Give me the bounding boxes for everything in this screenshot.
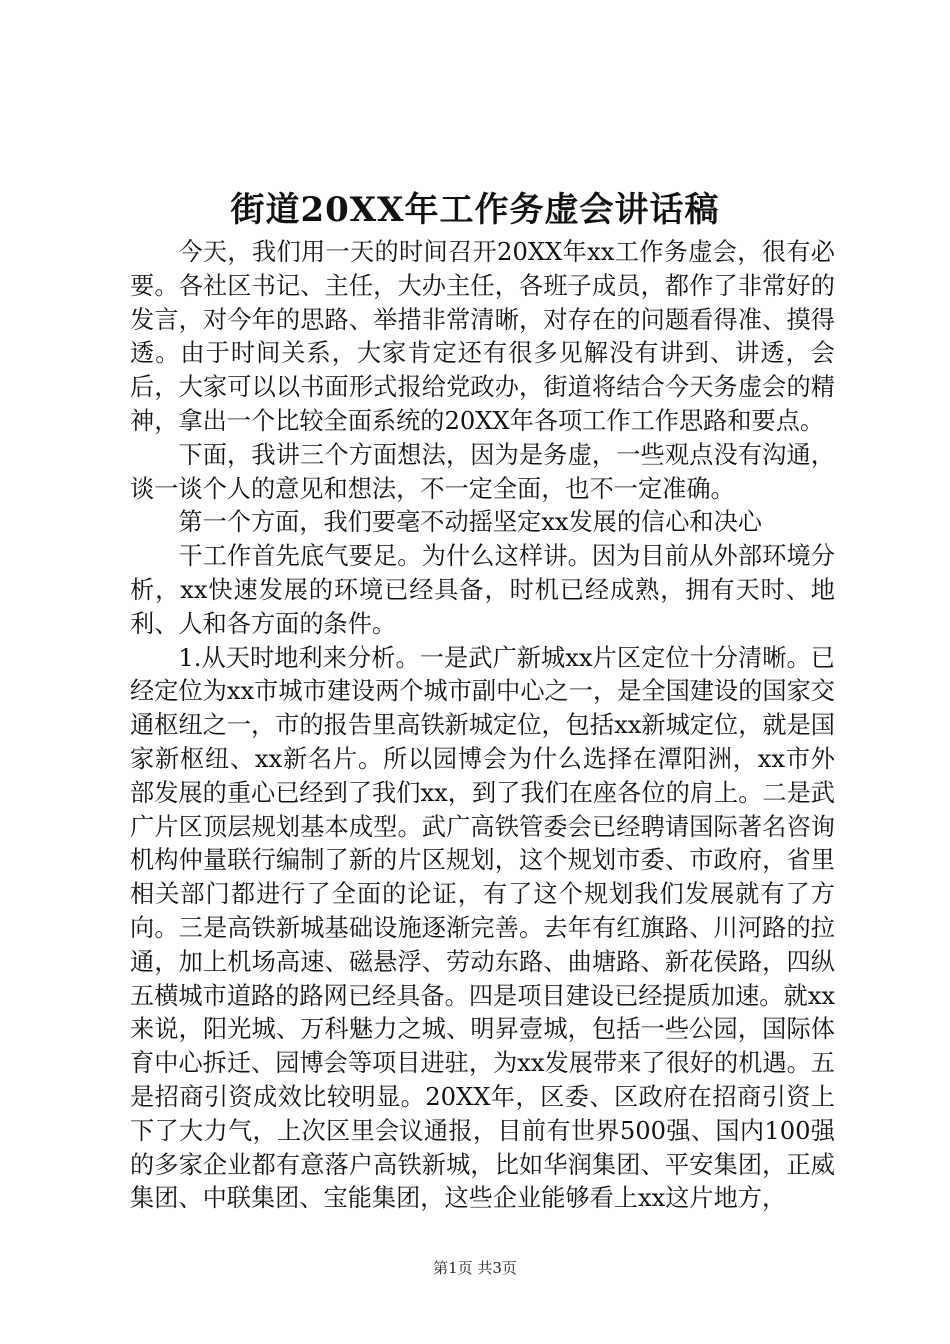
paragraph-opening: 今天，我们用一天的时间召开20XX年xx工作务虚会，很有必要。各社区书记、主任，大办主任，各班子成员，都作了非常好的发言，对今年的思路、举措非常清晰，对存在的问题看得准、摸得透。由于时间关系，大家肯定还有很多见解没有讲到、讲透，会后，大家可以以书面形式报给党政办，街道将结合今天务虚会的精神，拿出一个比较全面系统的20XX年各项工作工作思路和要点。 [130, 238, 835, 435]
paragraph-timing-analysis: 1.从天时地利来分析。一是武广新城xx片区定位十分清晰。已经定位为xx市城市建设两个城市副中心之一，是全国建设的国家交通枢纽之一，市的报告里高铁新城定位，包括xx新城定位，就是国家新枢纽、xx新名片。所以园博会为什么选择在潭阳洲，xx市外部发展的重心已经到了我们xx，到了我们在座各位的肩上。二是武广片区顶层规划基本成型。武广高铁管委会已经聘请国际著名咨询机构仲量联行编制了新的片区规划，这个规划市委、市政府，省里相关部门都进行了全面的论证，有了这个规划我们发展就有了方向。三是高铁新城基础设施逐渐完善。去年有红旗路、川河路的拉通，加上机场高速、磁悬浮、劳动东路、曲塘路、新花侯路，四纵五横城市道路的路网已经具备。四是项目建设已经提质加速。就xx来说，阳光城、万科魅力之城、明昇壹城，包括一些公园，国际体育中心拆迁、园博会等项目进驻，为xx发展带来了很好的机遇。五是招商引资成效比较明显。20XX年，区委、区政府在招商引资上下了大力气，上次区里会议通报，目前有世界500强、国内100强的多家企业都有意落户高铁新城，比如华润集团、平安集团，正威集团、中联集团、宝能集团，这些企业能够看上xx这片地方， [130, 643, 835, 1213]
document-title: 街道20XX年工作务虚会讲话稿 [230, 190, 720, 230]
page-number-footer: 第1页 共3页 [433, 1259, 517, 1277]
paragraph-three-aspects: 下面，我讲三个方面想法，因为是务虚，一些观点没有沟通，谈一谈个人的意见和想法，不一定全面，也不一定准确。 [130, 440, 835, 503]
paragraph-confidence: 干工作首先底气要足。为什么这样讲。因为目前从外部环境分析，xx快速发展的环境已经具备，时机已经成熟，拥有天时、地利、人和各方面的条件。 [130, 542, 835, 638]
paragraph-first-aspect-heading: 第一个方面，我们要毫不动摇坚定xx发展的信心和决心 [178, 508, 762, 537]
document-body [130, 236, 835, 1216]
